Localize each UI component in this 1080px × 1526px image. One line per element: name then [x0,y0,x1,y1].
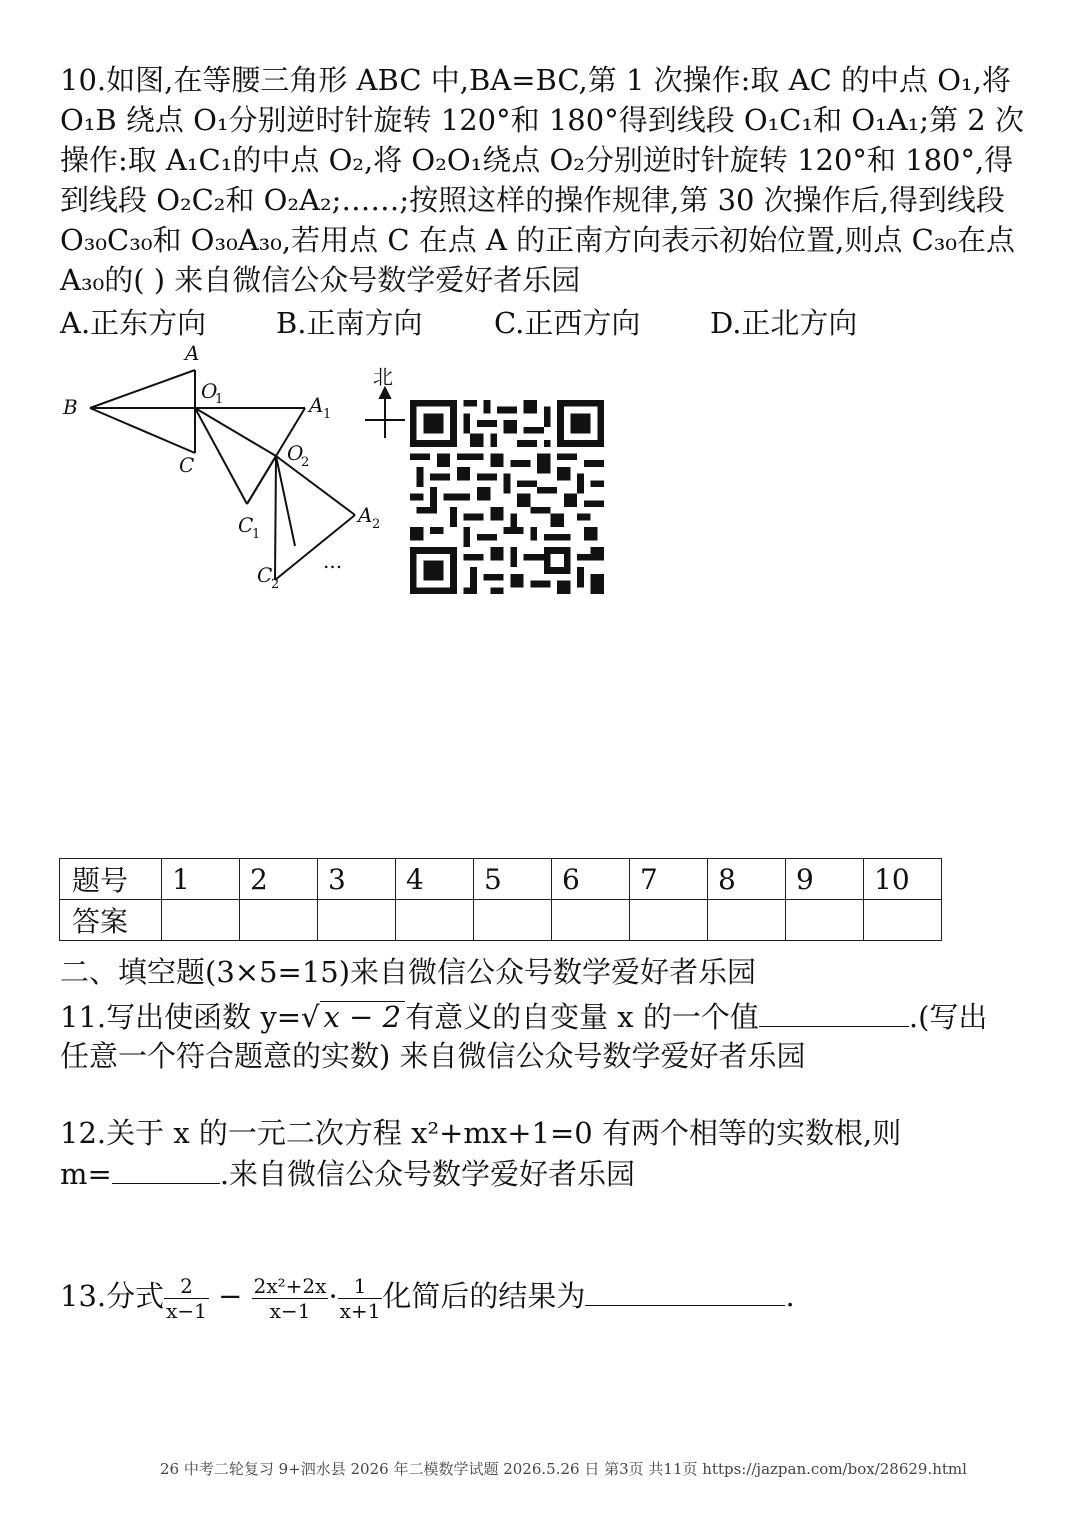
label-c2-sub: 2 [271,577,280,592]
label-a2-sub: 2 [372,517,381,532]
fraction-2: $\frac{\text{2x²+2x}}{x-1}$ [253,1273,327,1323]
answer-cell[interactable] [552,900,630,941]
q13-end: . [785,1279,795,1313]
label-o2-sub: 2 [301,455,310,470]
label-a2: A [358,503,373,527]
q12-answer-blank[interactable] [112,1153,220,1184]
label-c: C [179,453,195,477]
q10-line-4: 到线段 O₂C₂和 O₂A₂;……;按照这样的操作规律,第 30 次操作后,得到线段 [60,183,1005,217]
q11-tail: .(写出 [908,1000,988,1034]
label-a1-sub: 1 [323,407,332,422]
label-o1-sub: 1 [215,392,224,407]
q13-answer-blank[interactable] [585,1275,785,1306]
label-o2: O [287,441,304,465]
answer-cell[interactable] [864,900,942,941]
label-a: A [185,341,200,365]
table-cell: 7 [630,859,708,900]
table-cell: 9 [786,859,864,900]
answer-cell[interactable] [708,900,786,941]
q10-line-6: A₃₀的( ) 来自微信公众号数学爱好者乐园 [60,263,581,297]
q11-answer-blank[interactable] [759,996,909,1027]
q13-suffix: 化简后的结果为 [382,1279,586,1313]
q10-line-2: O₁B 绕点 O₁分别逆时针旋转 120°和 180°得到线段 O₁C₁和 O₁A₁;第 2 次 [60,103,1024,137]
table-cell: 6 [552,859,630,900]
answer-cell[interactable] [162,900,240,941]
answer-cell[interactable] [630,900,708,941]
q11-line-1: 11.写出使函数 y=√ x − 2 有意义的自变量 x 的一个值 .(写出 [60,996,987,1037]
q11-radicand: x − 2 [320,1001,406,1032]
table-cell: 答案 [60,900,162,941]
q11-suffix: 有意义的自变量 x 的一个值 [405,1000,759,1034]
answer-cell[interactable] [474,900,552,941]
table-cell: 4 [396,859,474,900]
dot-sign: · [328,1279,338,1313]
answer-cell[interactable] [786,900,864,941]
q12-prefix: m= [60,1157,112,1191]
q10-line-5: O₃₀C₃₀和 O₃₀A₃₀,若用点 C 在点 A 的正南方向表示初始位置,则点 C₃₀在点 [60,223,1016,257]
answer-cell[interactable] [318,900,396,941]
q10-line-1: 10.如图,在等腰三角形 ABC 中,BA=BC,第 1 次操作:取 AC 的中点 O₁,将 [60,63,1011,97]
q13-line [60,1268,795,1324]
label-c1: C [238,513,254,537]
q12-line-1: 12.关于 x 的一元二次方程 x²+mx+1=0 有两个相等的实数根,则 [60,1116,902,1150]
triangle-rotation-figure [55,340,425,600]
q12-suffix: .来自微信公众号数学爱好者乐园 [219,1157,636,1191]
fraction-3: $\frac{1}{x+1}$ [339,1273,381,1323]
table-cell: 3 [318,859,396,900]
table-cell: 10 [864,859,942,900]
label-c2: C [257,563,273,587]
table-cell: 1 [162,859,240,900]
table-cell: 5 [474,859,552,900]
table-row [60,859,942,900]
q13-prefix: 13.分式 [60,1279,165,1313]
minus-sign: − [218,1279,243,1313]
option-a: A.正东方向 [60,306,207,340]
answer-cell[interactable] [396,900,474,941]
north-label: 北 [373,365,393,389]
q10-line-3: 操作:取 A₁C₁的中点 O₂,将 O₂O₁绕点 O₂分别逆时针旋转 120°和 180°,得 [60,143,1014,177]
answer-cell[interactable] [240,900,318,941]
q11-line-2: 任意一个符合题意的实数) 来自微信公众号数学爱好者乐园 [60,1039,806,1073]
table-cell: 8 [708,859,786,900]
q11-prefix: 11.写出使函数 y= [60,1000,302,1034]
table-cell: 2 [240,859,318,900]
qr-code-icon [410,400,604,594]
q12-line-2 [60,1153,635,1194]
table-cell: 题号 [60,859,162,900]
label-dots: ... [323,549,343,573]
label-b: B [63,395,78,419]
label-o1: O [201,379,218,403]
option-c: C.正西方向 [494,306,641,340]
option-d: D.正北方向 [710,306,858,340]
answer-table [59,858,942,941]
page-footer: 26 中考二轮复习 9+泗水县 2026 年二模数学试题 2026.5.26 日 第3页 共11页 https://jazpan.com/box/28629.html [160,1460,967,1478]
section-2-heading: 二、填空题(3×5=15)来自微信公众号数学爱好者乐园 [60,955,757,989]
table-row [60,900,942,941]
label-c1-sub: 1 [252,527,261,542]
fraction-1: $\frac{2}{x-1}$ [166,1273,207,1323]
label-a1: A [309,393,324,417]
option-b: B.正南方向 [276,306,423,340]
